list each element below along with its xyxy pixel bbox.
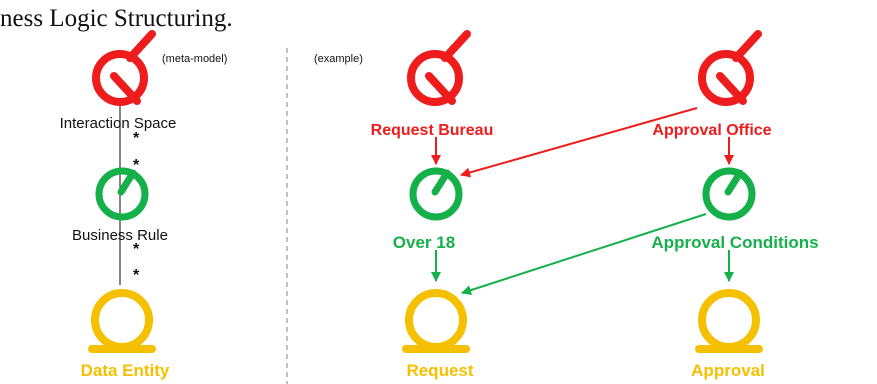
multiplicity-star: * [133,130,140,147]
multiplicity-star: * [133,267,140,284]
business-rule-icon [99,171,145,217]
business-rule-icon [706,171,752,217]
multiplicity-star: * [133,157,140,174]
interaction-space-icon [96,34,152,102]
business-rule-label: Approval Conditions [651,233,819,252]
data-entity-label: Data Entity [80,361,170,380]
data-entity-icon [92,293,152,349]
interaction-space-icon [702,34,758,102]
data-entity-icon [699,293,759,349]
example-label: (example) [314,53,363,65]
data-entity-icon [406,293,466,349]
arrow-approval-office-to-over-18 [461,108,697,175]
caption-fragment: ness Logic Structuring. [0,5,233,32]
arrow-approval-conditions-to-request [462,214,706,293]
multiplicity-star: * [133,241,140,258]
business-rule-label: Over 18 [392,233,456,252]
data-entity-label: Request [406,361,474,380]
interaction-space-label: Request Bureau [370,122,494,139]
business-rule-label: Business Rule [72,227,168,244]
interaction-space-label: Interaction Space [59,115,177,132]
meta-model-label: (meta-model) [162,53,228,65]
interaction-space-icon [411,34,467,102]
data-entity-label: Approval [691,361,765,380]
interaction-space-label: Approval Office [652,122,772,139]
business-rule-icon [413,171,459,217]
